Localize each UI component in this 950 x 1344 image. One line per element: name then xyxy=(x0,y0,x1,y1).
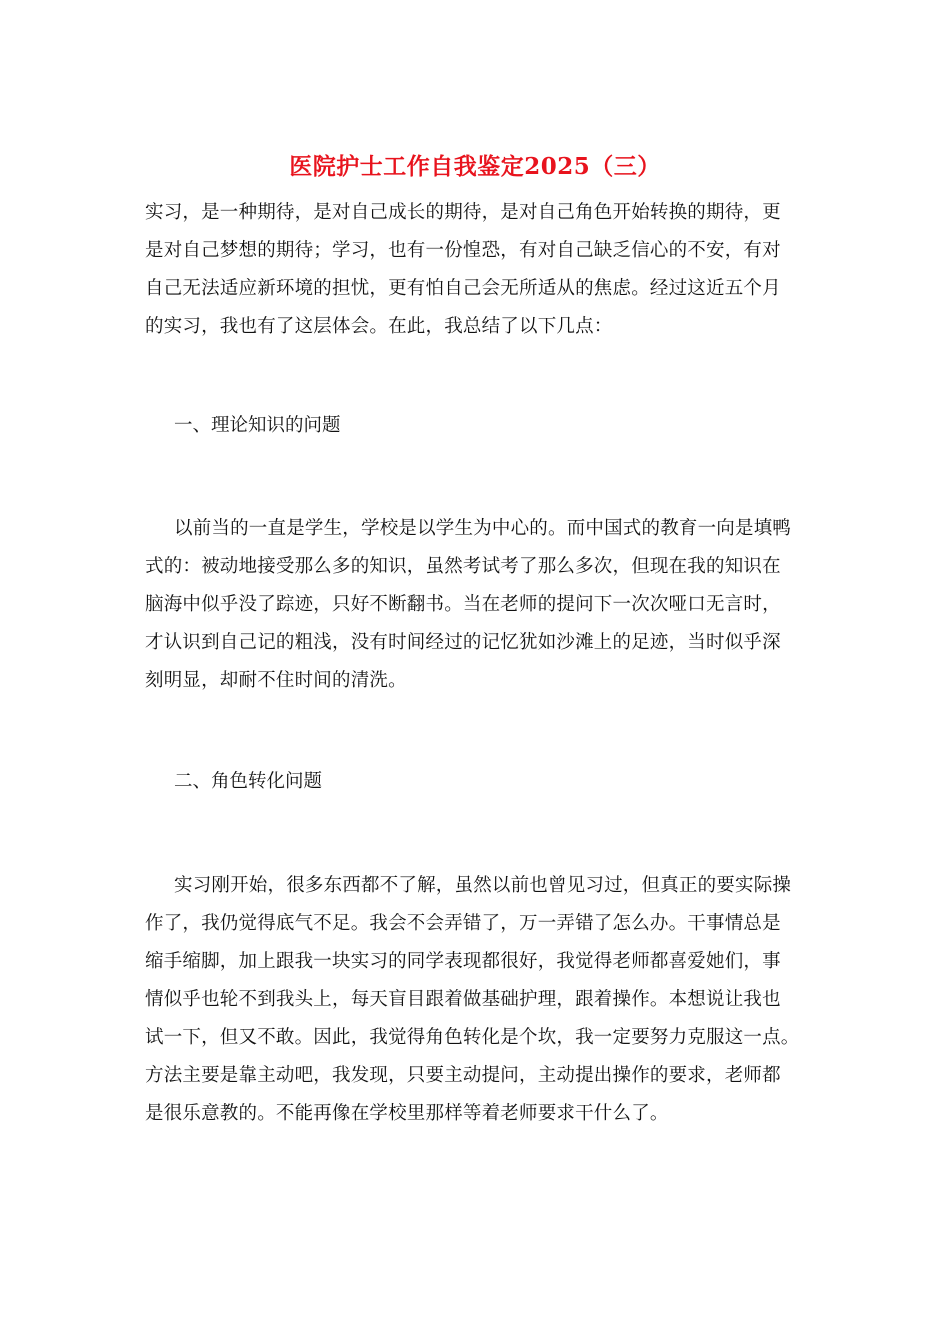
intro-line: 实习，是一种期待，是对自己成长的期待，是对自己角色开始转换的期待，更 xyxy=(145,202,781,223)
intro-line: 自己无法适应新环境的担忧，更有怕自己会无所适从的焦虑。经过这近五个月 xyxy=(145,278,781,299)
section1-line: 以前当的一直是学生，学校是以学生为中心的。而中国式的教育一向是填鸭 xyxy=(174,518,792,539)
section2-paragraph xyxy=(145,867,809,1133)
section1-line: 式的：被动地接受那么多的知识，虽然考试考了那么多次，但现在我的知识在 xyxy=(145,556,781,577)
section2-line: 方法主要是靠主动吧，我发现，只要主动提问，主动提出操作的要求，老师都 xyxy=(145,1065,781,1086)
intro-line: 的实习，我也有了这层体会。在此，我总结了以下几点： xyxy=(145,316,613,337)
section2-line: 缩手缩脚，加上跟我一块实习的同学表现都很好，我觉得老师都喜爱她们，事 xyxy=(145,951,781,972)
section1-line: 刻明显，却耐不住时间的清洗。 xyxy=(145,670,407,691)
section2-heading: 二、角色转化问题 xyxy=(174,771,323,792)
document-title: 医院护士工作自我鉴定2025（三） xyxy=(289,153,661,180)
section1-paragraph xyxy=(145,510,809,700)
section2-line: 实习刚开始，很多东西都不了解，虽然以前也曾见习过，但真正的要实际操 xyxy=(174,875,792,896)
section1-line: 才认识到自己记的粗浅，没有时间经过的记忆犹如沙滩上的足迹，当时似乎深 xyxy=(145,632,781,653)
section2-line: 情似乎也轮不到我头上，每天盲目跟着做基础护理，跟着操作。本想说让我也 xyxy=(145,989,781,1010)
intro-paragraph xyxy=(145,194,809,346)
section2-line: 作了，我仍觉得底气不足。我会不会弄错了，万一弄错了怎么办。干事情总是 xyxy=(145,913,781,934)
section2-line: 是很乐意教的。不能再像在学校里那样等着老师要求干什么了。 xyxy=(145,1103,669,1124)
intro-line: 是对自己梦想的期待；学习，也有一份惶恐，有对自己缺乏信心的不安，有对 xyxy=(145,240,781,261)
section1-heading: 一、理论知识的问题 xyxy=(174,415,341,436)
section1-line: 脑海中似乎没了踪迹，只好不断翻书。当在老师的提问下一次次哑口无言时， xyxy=(145,594,781,615)
section2-line: 试一下，但又不敢。因此，我觉得角色转化是个坎，我一定要努力克服这一点。 xyxy=(145,1027,800,1048)
